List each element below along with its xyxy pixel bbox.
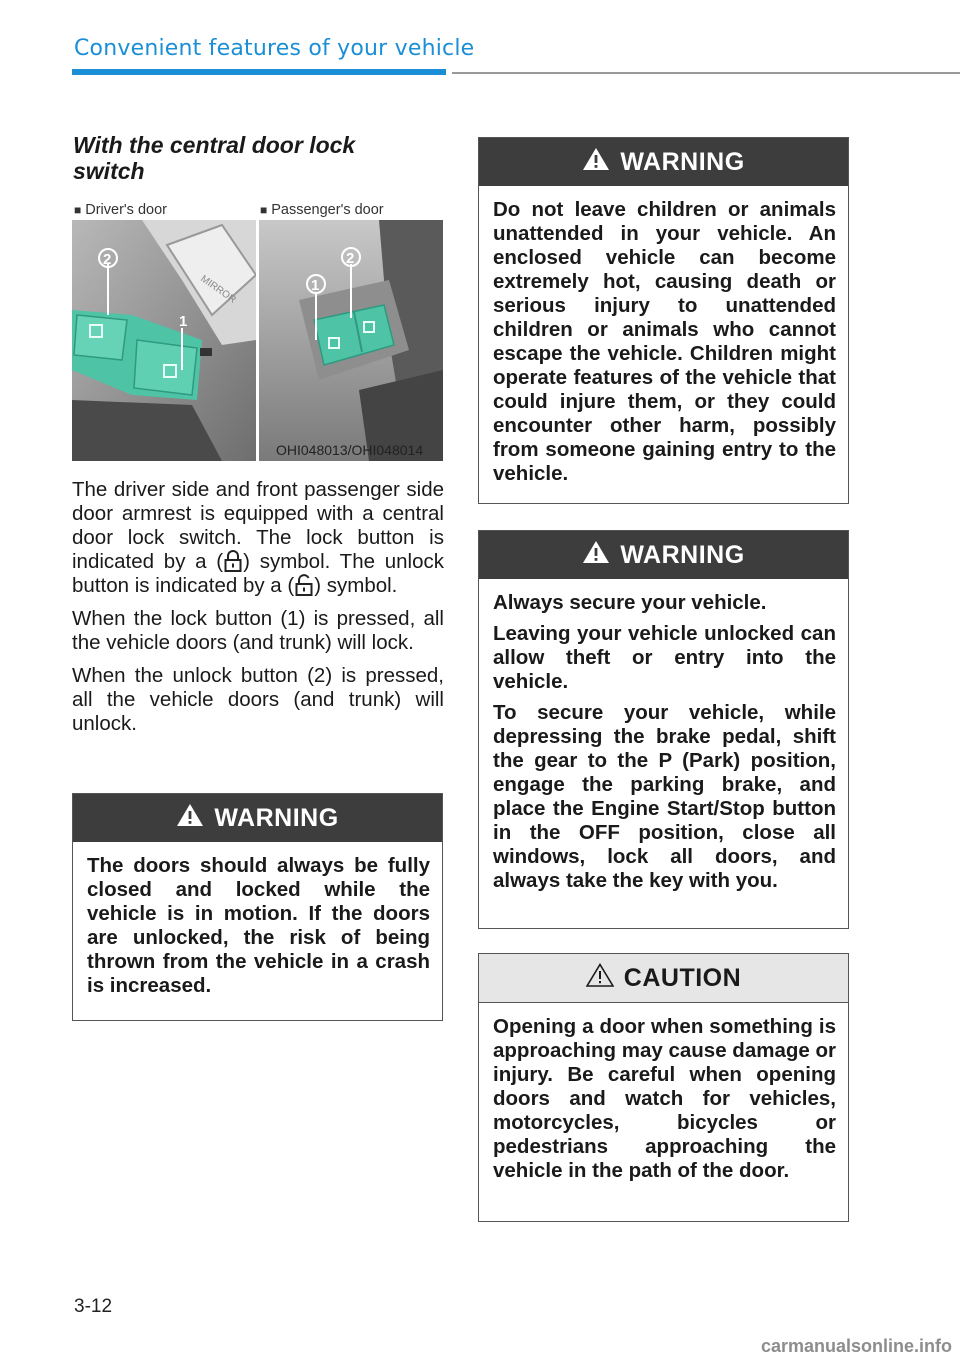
body-text <box>72 478 444 745</box>
warning-header <box>73 794 442 842</box>
caution-text: Opening a door when something is approaching may cause damage or injury. Be careful when opening doors and watch for vehicles, motorcycles, bicycles or pedestrians approaching the vehicle in the path of the door. <box>493 1015 836 1182</box>
callout-1: 1 <box>311 277 320 294</box>
warning-header <box>479 138 848 186</box>
figure-labels <box>72 200 443 220</box>
bullet-square: ■ <box>260 203 268 217</box>
warning-text-2: Leaving your vehicle unlocked can allow theft or entry into the vehicle. <box>493 622 836 693</box>
warning-title: WARNING <box>620 147 745 176</box>
section-title: With the central door lock switch <box>73 132 356 184</box>
warning-body <box>73 842 442 1019</box>
lock-icon <box>223 550 243 572</box>
warning-box-children <box>478 137 849 504</box>
bullet-square: ■ <box>74 203 82 217</box>
p1-part-b: ) symbol. The unlock button is indicated by a ( <box>72 550 444 597</box>
warning-box-secure <box>478 530 849 929</box>
passenger-door-label: Passenger's door <box>271 202 384 218</box>
caution-icon <box>586 963 614 994</box>
header-rule <box>452 72 960 74</box>
warning-text: Do not leave children or animals unattended in your vehicle. An enclosed vehicle can become extremely hot, causing death or serious injury to unattended children or animals who cannot escape the vehicle. Children might operate features of the vehicle that could injure them, or they could encounter other harm, possibly from someone gaining entry to the vehicle. <box>493 198 836 485</box>
p1-part-a: The driver side and front passenger side door armrest is equipped with a central door lock switch. The lock button is indicated by a ( <box>72 478 444 573</box>
caution-body <box>479 1003 848 1204</box>
header-accent-rule <box>72 69 446 75</box>
warning-body <box>479 579 848 914</box>
chapter-title: Convenient features of your vehicle <box>74 36 475 61</box>
callout-1: 1 <box>179 313 188 330</box>
paragraph-1 <box>72 478 444 598</box>
page-number: 3-12 <box>74 1296 113 1317</box>
warning-text: The doors should always be fully closed and locked while the vehicle is in motion. If the doors are unlocked, the risk of being thrown from the vehicle in a crash is increased. <box>87 854 430 997</box>
passenger-door-photo <box>259 220 443 461</box>
warning-title: WARNING <box>620 540 745 569</box>
watermark: carmanualsonline.info <box>760 1336 952 1356</box>
figure-label-right <box>260 202 384 218</box>
paragraph-3: When the unlock button (2) is pressed, all the vehicle doors (and trunk) will unlock. <box>72 664 444 735</box>
warning-box-doors <box>72 793 443 1021</box>
warning-icon <box>582 540 610 571</box>
callout-2: 2 <box>103 251 112 268</box>
figure-label-left <box>74 202 167 218</box>
paragraph-2: When the lock button (1) is pressed, all the vehicle doors (and trunk) will lock. <box>72 607 444 654</box>
caution-header <box>479 954 848 1003</box>
driver-door-photo <box>72 220 256 461</box>
p1-part-c: ) symbol. <box>314 574 398 597</box>
mirror-label: MIRROR <box>198 273 238 306</box>
driver-door-label: Driver's door <box>85 202 167 218</box>
warning-text-3: To secure your vehicle, while depressing the brake pedal, shift the gear to the P (Park) position, engage the parking brake, and place the Engine Start/Stop button in the OFF position, close all windows, lock all doors, and always take the key with you. <box>493 701 836 892</box>
warning-icon <box>582 147 610 178</box>
caution-box <box>478 953 849 1222</box>
warning-title: WARNING <box>214 803 339 832</box>
unlock-icon <box>294 574 314 596</box>
warning-header <box>479 531 848 579</box>
warning-text-1: Always secure your vehicle. <box>493 591 767 614</box>
warning-body <box>479 186 848 507</box>
warning-icon <box>176 803 204 834</box>
callout-2: 2 <box>346 250 355 267</box>
figure-code: OHI048013/OHI048014 <box>276 442 424 458</box>
caution-title: CAUTION <box>623 963 742 992</box>
